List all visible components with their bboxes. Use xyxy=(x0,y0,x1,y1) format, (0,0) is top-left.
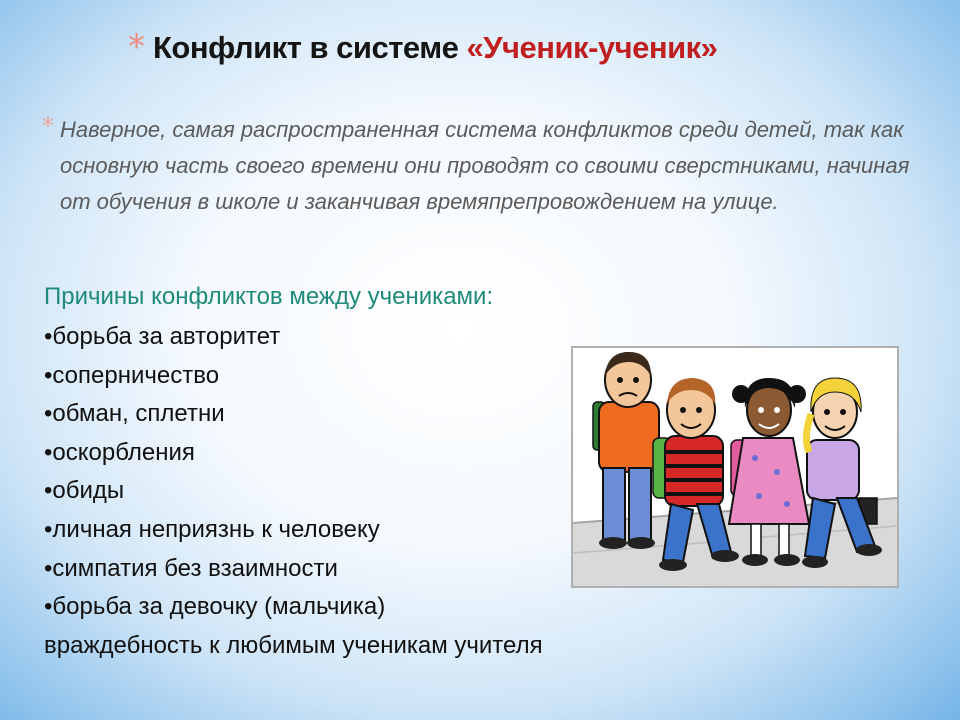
slide-title-row xyxy=(128,27,718,67)
cause-item: •оскорбления xyxy=(44,438,195,466)
causes-heading: Причины конфликтов между учениками: xyxy=(44,283,494,310)
intro-paragraph xyxy=(42,112,922,220)
children-illustration xyxy=(571,346,899,588)
slide-title-accent: «Ученик-ученик» xyxy=(466,30,718,65)
cause-item: •обман, сплетни xyxy=(44,400,225,428)
cause-item: враждебность к любимым ученикам учителя xyxy=(44,631,543,659)
intro-text: Наверное, самая распространенная система конфликтов среди детей, так как основную часть своего времени они проводят со своими сверстниками, начиная от обучения в школе и заканчивая времяпрепровождением на улице. xyxy=(60,117,910,214)
slide-title xyxy=(153,30,717,66)
asterisk-icon: * xyxy=(42,112,54,140)
children-drawing xyxy=(573,348,897,586)
causes-list xyxy=(44,318,543,665)
cause-item: •обиды xyxy=(44,477,125,505)
cause-item: •личная неприязнь к человеку xyxy=(44,515,380,543)
slide-title-main: Конфликт в системе xyxy=(153,30,467,65)
cause-item: •симпатия без взаимности xyxy=(44,554,338,582)
cause-item: •соперничество xyxy=(44,361,220,389)
cause-item: •борьба за девочку (мальчика) xyxy=(44,593,386,621)
cause-item: •борьба за авторитет xyxy=(44,323,281,350)
child-sad-boy xyxy=(593,352,659,549)
asterisk-icon: * xyxy=(128,27,145,67)
